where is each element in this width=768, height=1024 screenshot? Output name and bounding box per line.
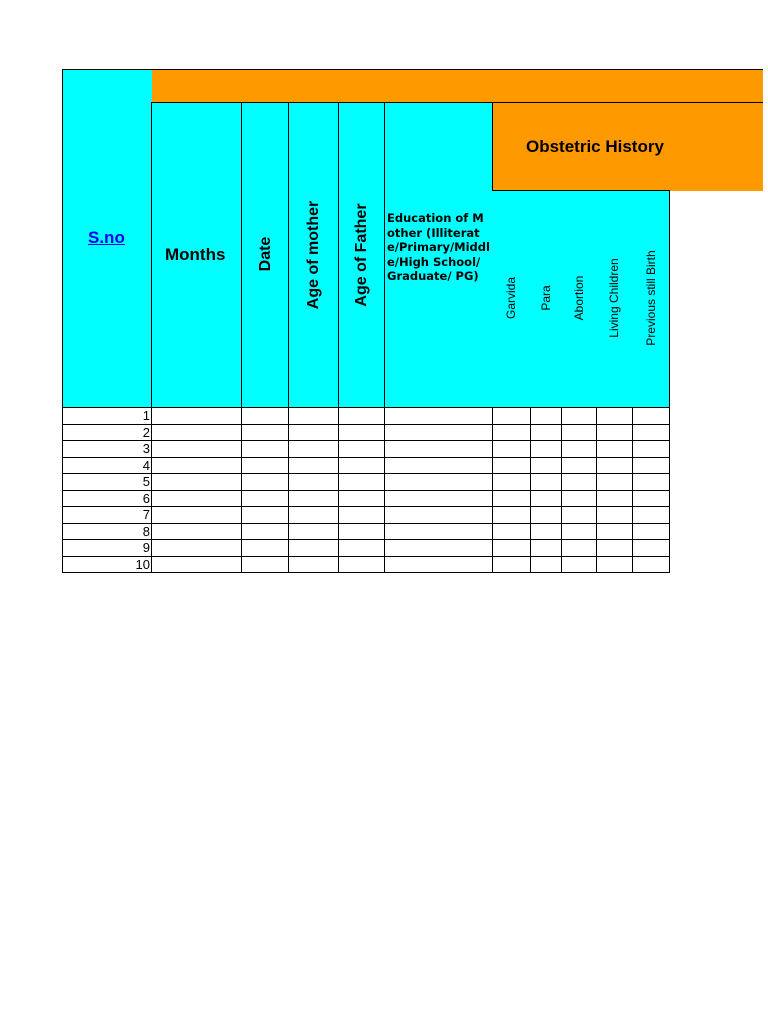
data-cell[interactable] xyxy=(241,523,289,541)
row-number-cell: 7 xyxy=(62,506,152,524)
data-cell[interactable] xyxy=(492,457,531,475)
data-cell[interactable] xyxy=(151,523,242,541)
data-cell[interactable] xyxy=(632,473,670,491)
row-number-cell: 8 xyxy=(62,523,152,541)
abortion-header xyxy=(561,190,597,408)
age-mother-label: Age of mother xyxy=(305,200,322,310)
data-cell[interactable] xyxy=(338,490,385,508)
data-cell[interactable] xyxy=(561,556,597,574)
data-cell[interactable] xyxy=(338,506,385,524)
orange-header-band xyxy=(151,69,763,103)
data-cell[interactable] xyxy=(492,523,531,541)
para-header xyxy=(530,190,562,408)
data-cell[interactable] xyxy=(288,407,339,425)
data-cell[interactable] xyxy=(530,490,562,508)
data-cell[interactable] xyxy=(632,523,670,541)
data-cell[interactable] xyxy=(384,440,493,458)
data-cell[interactable] xyxy=(530,407,562,425)
data-cell[interactable] xyxy=(151,457,242,475)
data-cell[interactable] xyxy=(561,457,597,475)
data-cell[interactable] xyxy=(151,539,242,557)
data-cell[interactable] xyxy=(492,407,531,425)
data-cell[interactable] xyxy=(632,424,670,442)
data-cell[interactable] xyxy=(561,407,597,425)
data-cell[interactable] xyxy=(241,473,289,491)
data-cell[interactable] xyxy=(596,407,633,425)
data-cell[interactable] xyxy=(384,506,493,524)
data-cell[interactable] xyxy=(288,473,339,491)
data-cell[interactable] xyxy=(288,424,339,442)
living-children-header xyxy=(596,190,633,408)
data-cell[interactable] xyxy=(151,407,242,425)
data-cell[interactable] xyxy=(338,440,385,458)
data-cell[interactable] xyxy=(632,490,670,508)
data-cell[interactable] xyxy=(492,556,531,574)
data-cell[interactable] xyxy=(530,473,562,491)
data-cell[interactable] xyxy=(241,457,289,475)
data-cell[interactable] xyxy=(632,539,670,557)
data-cell[interactable] xyxy=(632,457,670,475)
months-label: Months xyxy=(165,245,226,264)
data-cell[interactable] xyxy=(530,539,562,557)
data-cell[interactable] xyxy=(288,523,339,541)
data-cell[interactable] xyxy=(241,440,289,458)
data-cell[interactable] xyxy=(151,473,242,491)
data-cell[interactable] xyxy=(384,556,493,574)
data-cell[interactable] xyxy=(384,539,493,557)
previous-still-birth-header xyxy=(632,190,670,408)
education-label: Education of Mother (Illiterate/Primary/Middle/High School/ Graduate/ PG) xyxy=(387,211,490,283)
obstetric-history-label: Obstetric History xyxy=(526,137,664,156)
data-cell[interactable] xyxy=(338,457,385,475)
data-cell[interactable] xyxy=(338,523,385,541)
data-cell[interactable] xyxy=(561,473,597,491)
data-cell[interactable] xyxy=(384,473,493,491)
age-father-header xyxy=(338,102,385,408)
data-cell[interactable] xyxy=(338,539,385,557)
data-cell[interactable] xyxy=(288,506,339,524)
data-cell[interactable] xyxy=(596,424,633,442)
data-cell[interactable] xyxy=(384,424,493,442)
data-cell[interactable] xyxy=(384,457,493,475)
date-header xyxy=(241,102,289,408)
data-cell[interactable] xyxy=(492,506,531,524)
data-cell[interactable] xyxy=(151,424,242,442)
data-cell[interactable] xyxy=(338,407,385,425)
data-cell[interactable] xyxy=(241,506,289,524)
row-number-cell: 1 xyxy=(62,407,152,425)
row-number-cell: 6 xyxy=(62,490,152,508)
data-cell[interactable] xyxy=(151,490,242,508)
data-cell[interactable] xyxy=(596,523,633,541)
data-cell[interactable] xyxy=(338,424,385,442)
data-cell[interactable] xyxy=(492,539,531,557)
data-cell[interactable] xyxy=(561,440,597,458)
months-header xyxy=(151,102,242,408)
data-cell[interactable] xyxy=(338,556,385,574)
data-cell[interactable] xyxy=(530,424,562,442)
data-cell[interactable] xyxy=(288,440,339,458)
data-cell[interactable] xyxy=(530,440,562,458)
garvida-header xyxy=(492,190,531,408)
data-cell[interactable] xyxy=(530,556,562,574)
data-cell[interactable] xyxy=(632,556,670,574)
para-label: Para xyxy=(538,285,553,311)
data-cell[interactable] xyxy=(492,424,531,442)
data-cell[interactable] xyxy=(561,539,597,557)
data-cell[interactable] xyxy=(288,556,339,574)
row-number-cell: 3 xyxy=(62,440,152,458)
data-cell[interactable] xyxy=(632,440,670,458)
age-father-label: Age of Father xyxy=(353,203,370,307)
data-cell[interactable] xyxy=(288,490,339,508)
data-cell[interactable] xyxy=(632,506,670,524)
age-mother-header xyxy=(288,102,339,408)
data-cell[interactable] xyxy=(561,490,597,508)
data-cell[interactable] xyxy=(596,473,633,491)
data-cell[interactable] xyxy=(596,457,633,475)
data-cell[interactable] xyxy=(492,440,531,458)
data-cell[interactable] xyxy=(596,440,633,458)
abortion-label: Abortion xyxy=(571,275,586,321)
data-cell[interactable] xyxy=(596,490,633,508)
sno-link[interactable]: S.no xyxy=(88,228,125,247)
obstetric-history-header xyxy=(492,102,763,191)
row-number-cell: 10 xyxy=(62,556,152,574)
sno-header xyxy=(62,69,152,408)
data-cell[interactable] xyxy=(288,539,339,557)
data-cell[interactable] xyxy=(561,424,597,442)
data-cell[interactable] xyxy=(384,490,493,508)
data-cell[interactable] xyxy=(530,523,562,541)
data-cell[interactable] xyxy=(596,539,633,557)
data-cell[interactable] xyxy=(241,424,289,442)
row-number-cell: 4 xyxy=(62,457,152,475)
data-cell[interactable] xyxy=(561,506,597,524)
data-cell[interactable] xyxy=(151,556,242,574)
data-cell[interactable] xyxy=(492,473,531,491)
data-cell[interactable] xyxy=(561,523,597,541)
education-header xyxy=(384,102,493,408)
data-cell[interactable] xyxy=(384,407,493,425)
data-cell[interactable] xyxy=(384,523,493,541)
previous-still-birth-label: Previous still Birth xyxy=(643,250,658,346)
data-cell[interactable] xyxy=(632,407,670,425)
data-cell[interactable] xyxy=(596,506,633,524)
living-children-label: Living Children xyxy=(607,258,621,338)
row-number-cell: 2 xyxy=(62,424,152,442)
data-cell[interactable] xyxy=(151,440,242,458)
data-cell[interactable] xyxy=(241,490,289,508)
data-cell[interactable] xyxy=(530,457,562,475)
data-cell[interactable] xyxy=(241,556,289,574)
data-cell[interactable] xyxy=(288,457,339,475)
data-cell[interactable] xyxy=(492,490,531,508)
data-cell[interactable] xyxy=(151,506,242,524)
row-number-cell: 5 xyxy=(62,473,152,491)
data-cell[interactable] xyxy=(338,473,385,491)
date-label: Date xyxy=(256,236,274,272)
data-cell[interactable] xyxy=(530,506,562,524)
garvida-label: Garvida xyxy=(504,276,518,320)
data-cell[interactable] xyxy=(596,556,633,574)
data-cell[interactable] xyxy=(241,407,289,425)
data-cell[interactable] xyxy=(241,539,289,557)
row-number-cell: 9 xyxy=(62,539,152,557)
